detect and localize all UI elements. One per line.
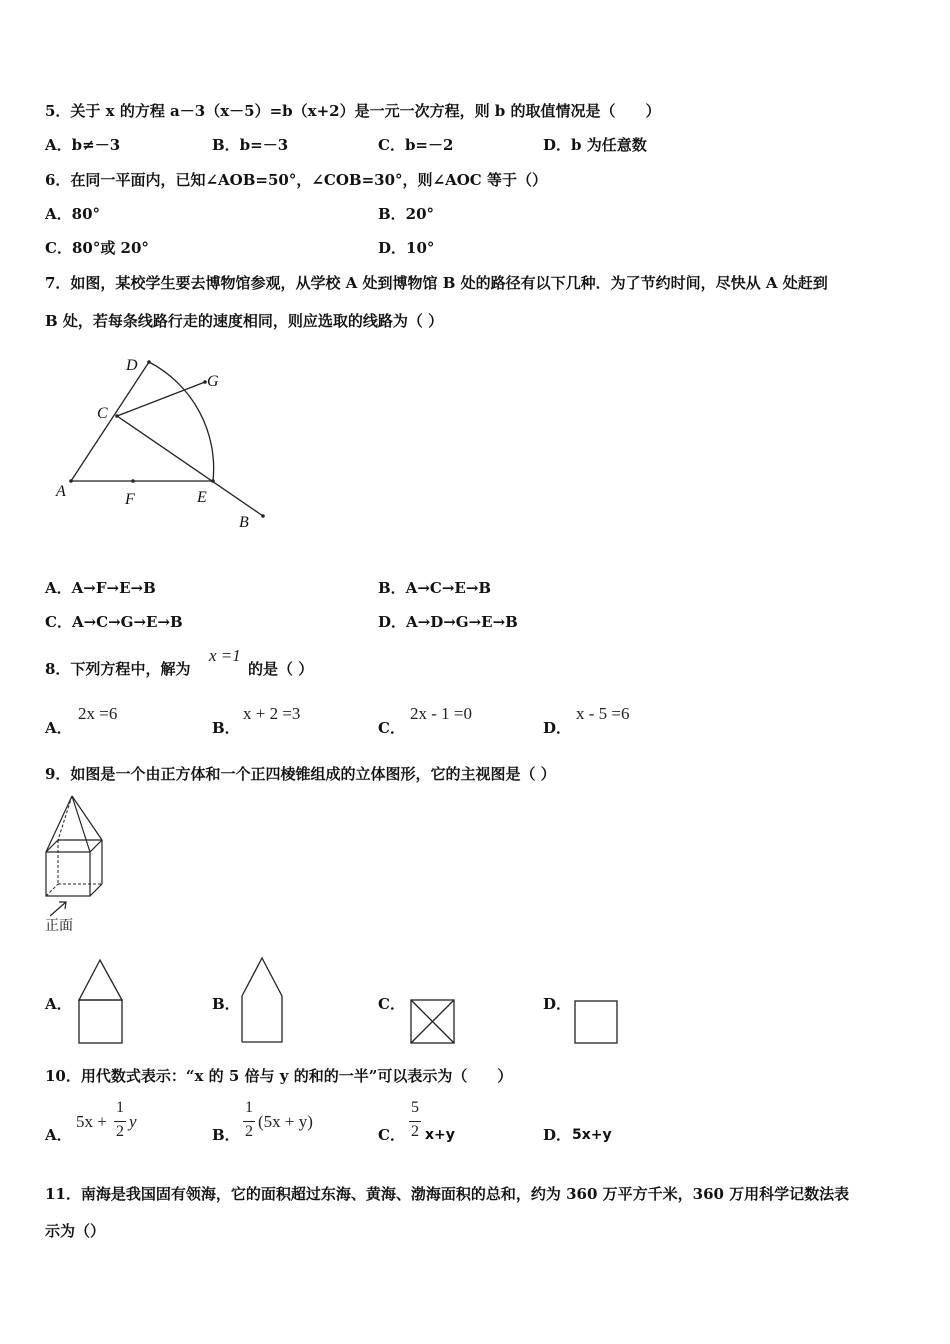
- label-b: B: [239, 514, 249, 531]
- q9-option-a-view: [77, 958, 127, 1048]
- q8-option-a-letter[interactable]: A．: [45, 719, 72, 737]
- q11-stem-line1: 11．南海是我国固有领海，它的面积超过东海、黄海、渤海面积的总和，约为 360 万平方千米，360 万用科学记数法表: [45, 1185, 850, 1203]
- q7-route-figure: [45, 350, 285, 540]
- q10-a-frac-den: 2: [116, 1123, 124, 1140]
- q5-option-a[interactable]: A．b≠－3: [45, 136, 121, 154]
- q10-c-frac-den: 2: [411, 1123, 419, 1140]
- q10-a-frac-num: 1: [116, 1099, 124, 1116]
- q10-option-c-letter[interactable]: C．: [378, 1126, 405, 1144]
- q8-option-d-letter[interactable]: D．: [543, 719, 572, 737]
- label-d: D: [126, 357, 138, 374]
- q9-option-c-view: [409, 998, 459, 1048]
- q8-option-b-math: x + 2 =3: [243, 704, 301, 723]
- q9-option-b-view: [240, 956, 290, 1046]
- q7-option-a[interactable]: A．A→F→E→B: [45, 579, 156, 597]
- q6-option-c[interactable]: C．80°或 20°: [45, 239, 149, 257]
- q10-d-text: 5x+y: [572, 1127, 612, 1143]
- q7-stem-line2: B 处，若每条线路行走的速度相同，则应选取的线路为（ ）: [45, 312, 444, 330]
- q10-a-frac-line: [114, 1121, 126, 1122]
- q8-option-a-math: 2x =6: [78, 704, 118, 723]
- q10-b-math-post: (5x + y): [258, 1112, 313, 1131]
- q10-c-frac-line: [409, 1121, 421, 1122]
- q9-option-d-letter[interactable]: D．: [543, 995, 572, 1013]
- q7-stem-line1: 7．如图，某校学生要去博物馆参观，从学校 A 处到博物馆 B 处的路径有以下几种．为了节约时间，尽快从 A 处赶到: [45, 274, 828, 292]
- q7-option-c[interactable]: C．A→C→G→E→B: [45, 613, 183, 631]
- q5-option-d[interactable]: D．b 为任意数: [543, 136, 647, 154]
- q9-option-b-letter[interactable]: B．: [212, 995, 240, 1013]
- label-e: E: [197, 489, 207, 506]
- q5-stem: 5．关于 x 的方程 a－3（x－5）=b（x+2）是一元一次方程，则 b 的取值情况是（ ）: [45, 102, 661, 120]
- q10-b-frac-num: 1: [245, 1099, 253, 1116]
- q7-option-b[interactable]: B．A→C→E→B: [378, 579, 492, 597]
- q10-c-post: x+y: [425, 1127, 455, 1143]
- q9-option-d-view: [573, 999, 623, 1049]
- q6-stem: 6．在同一平面内，已知∠AOB=50°，∠COB=30°，则∠AOC 等于（）: [45, 171, 547, 189]
- q10-option-b-letter[interactable]: B．: [212, 1126, 240, 1144]
- q6-option-d[interactable]: D．10°: [378, 239, 435, 257]
- q10-a-math-pre: 5x +: [76, 1112, 107, 1131]
- q8-stem-after: 的是（ ）: [248, 660, 314, 678]
- q10-stem: 10．用代数式表示：“x 的 5 倍与 y 的和的一半”可以表示为（ ）: [45, 1067, 513, 1085]
- q10-b-frac-den: 2: [245, 1123, 253, 1140]
- q11-stem-line2: 示为（）: [45, 1222, 106, 1240]
- label-f: F: [125, 491, 135, 508]
- q10-a-math-post: y: [129, 1112, 137, 1131]
- q10-b-frac-line: [243, 1121, 255, 1122]
- q7-option-d[interactable]: D．A→D→G→E→B: [378, 613, 518, 631]
- q8-option-d-math: x - 5 =6: [576, 704, 630, 723]
- q8-option-c-letter[interactable]: C．: [378, 719, 405, 737]
- q5-option-c[interactable]: C．b=－2: [378, 136, 454, 154]
- q6-option-b[interactable]: B．20°: [378, 205, 435, 223]
- q10-option-d-letter[interactable]: D．: [543, 1126, 572, 1144]
- q10-c-frac-num: 5: [411, 1099, 419, 1116]
- q8-stem-before: 8．下列方程中，解为: [45, 660, 191, 678]
- q9-option-c-letter[interactable]: C．: [378, 995, 405, 1013]
- label-c: C: [97, 405, 108, 422]
- q10-option-a-letter[interactable]: A．: [45, 1126, 72, 1144]
- q9-stem: 9．如图是一个由正方体和一个正四棱锥组成的立体图形，它的主视图是（ ）: [45, 765, 556, 783]
- q8-option-c-math: 2x - 1 =0: [410, 704, 472, 723]
- q8-option-b-letter[interactable]: B．: [212, 719, 240, 737]
- q9-option-a-letter[interactable]: A．: [45, 995, 72, 1013]
- q9-figure-caption: 正面: [45, 918, 73, 934]
- q5-option-b[interactable]: B．b=－3: [212, 136, 289, 154]
- q8-stem-math: x =1: [209, 646, 241, 665]
- label-a: A: [56, 483, 66, 500]
- label-g: G: [207, 373, 219, 390]
- q6-option-a[interactable]: A．80°: [45, 205, 101, 223]
